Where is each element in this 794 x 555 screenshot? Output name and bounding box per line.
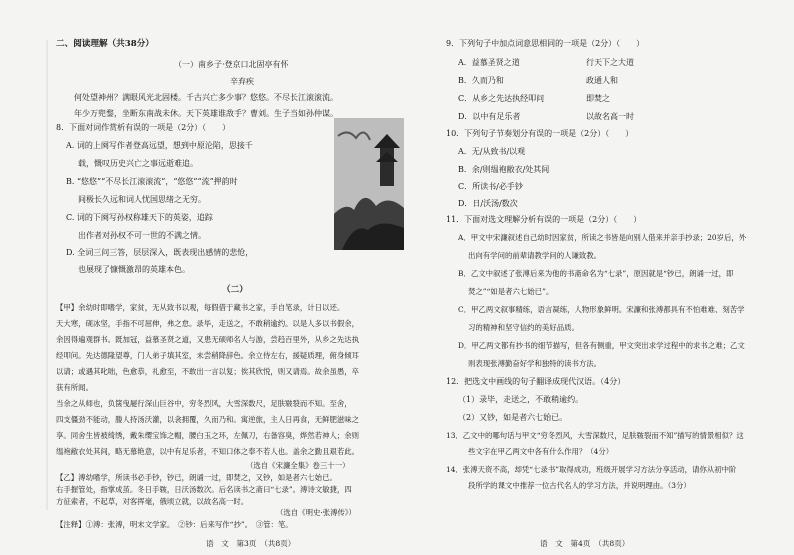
q9-option-d-pair: 以故名高一时 bbox=[586, 112, 634, 121]
q9-option-b-pair: 政通人和 bbox=[586, 76, 618, 85]
passage-yi-line: 方征索者，不起草，对客挥毫，俄顷立就，以故名高一时。 bbox=[56, 497, 249, 506]
passage-jia-line: 获有所闻。 bbox=[56, 383, 93, 392]
question-13-cont: 些文字在甲乙两文中各有什么作用？（4分） bbox=[468, 447, 614, 456]
q11-line: B．乙文中叙述了张溥后来为他的书斋命名为“七录”，原因就是“钞已，朗诵一过，即 bbox=[458, 269, 734, 278]
question-9: 9．下列句子中加点词意思相同的一项是（2分）（ ） bbox=[446, 39, 645, 48]
passage-jia-line: 天大寒，砚冰坚，手指不可屈伸，弗之怠。录毕，走送之，不敢稍逾约。以是人多以书假余， bbox=[56, 319, 360, 328]
q8-option-b-cont: 间极长久远和词人忧国思绪之无穷。 bbox=[78, 195, 206, 204]
q9-option-c: C．从乡之先达执经叩问 bbox=[458, 94, 545, 103]
question-8: 8．下面对词作赏析有误的一项是（2分）（ ） bbox=[56, 123, 231, 132]
q10-option-b: B．余/则缊袍敝衣/处其间 bbox=[458, 165, 550, 174]
passage-jia-source: （选自《宋濂全集》卷三十一） bbox=[246, 461, 350, 470]
q8-option-a: A. 词的上阕写作者登高远望，想到中原沦陷，思接千 bbox=[66, 141, 253, 150]
question-14-cont: 段所学的课文中推荐一位古代名人的学习方法，并说明理由。（3分） bbox=[468, 481, 691, 490]
question-10: 10．下列句子节奏划分有误的一项是（2分）（ ） bbox=[446, 129, 634, 138]
q10-option-c: C．所读书/必手钞 bbox=[458, 182, 523, 191]
question-11: 11．下面对选文理解分析有误的一项是（2分）（ ） bbox=[446, 215, 642, 224]
q9-option-a: A．益慕圣贤之道 bbox=[458, 58, 520, 67]
question-12: 12．把选文中画线的句子翻译成现代汉语。（4分） bbox=[446, 377, 626, 386]
passage-yi-source: （选自《明史·张溥传》） bbox=[276, 508, 356, 517]
q11-line: D．甲乙两文都有抄书的细节描写，但各有侧重，甲文突出求学过程中的求书之难；乙文 bbox=[458, 341, 745, 350]
q12-item-2: （2）又钞，如是者六七始已。 bbox=[458, 413, 568, 422]
q8-option-d: D. 全词三问三答，层层深入，既表现出感情的悲怆， bbox=[66, 248, 254, 257]
page-footer-left: 语 文 第3页 （共8页） bbox=[206, 539, 296, 548]
left-page bbox=[56, 0, 408, 555]
q10-option-d: D．日/沃汤/数次 bbox=[458, 199, 518, 208]
q9-option-b: B．久而乃和 bbox=[458, 76, 504, 85]
section-heading: 二、阅读理解（共38分） bbox=[56, 39, 154, 49]
q11-line: 习的精神和坚守信约的美好品质。 bbox=[468, 323, 579, 332]
passage-yi-line: 右手握管处，指掌成茧。冬日手皲，日沃汤数次。后名读书之斋曰“七录”。溥诗文敏捷，四 bbox=[56, 485, 352, 494]
q11-line: A．甲文中宋濂叙述自己幼时因家贫，所读之书皆是向别人借来并亲手抄录；20岁后，外 bbox=[458, 233, 747, 242]
passage-jia-line: 四支僵劲不能动，媵人持汤沃灌，以衾拥覆，久而乃和。寓逆旅，主人日再食，无鲜肥滋味之 bbox=[56, 415, 360, 424]
q8-option-c: C. 词的下阕写孙权称雄天下的英姿，追踪 bbox=[66, 213, 213, 222]
passage-jia-line: 缊袍敝衣处其间，略无慕艳意，以中有足乐者，不知口体之奉不若人也。盖余之勤且艰若此。 bbox=[56, 447, 360, 456]
q11-line: 焚之”“如是者六七始已”。 bbox=[468, 287, 554, 296]
question-14: 14．张溥天资不高，却凭“七录书”取得成功，班级开展学习方法分享活动，请你从初中阶 bbox=[446, 465, 737, 474]
right-page bbox=[446, 0, 746, 555]
annotations: 【注释】①溥：张溥，明末文学家。 ②钞：后来写作“抄”。 ③管：笔。 bbox=[56, 520, 293, 529]
poem-line-1: 何处望神州？满眼风光北固楼。千古兴亡多少事？悠悠。不尽长江滚滚流。 bbox=[74, 93, 338, 102]
passage-yi-line: 【乙】溥幼嗜学，所读书必手钞，钞已，朗诵一过，即焚之，又钞，如是者六七始已。 bbox=[56, 473, 337, 482]
q12-item-1: （1）录毕，走送之，不敢稍逾约。 bbox=[458, 395, 584, 404]
q9-option-c-pair: 即焚之 bbox=[586, 94, 610, 103]
passage-jia-line: 以请；或遇其叱咄，色愈恭，礼愈至，不敢出一言以复；俟其欣悦，则又请焉。故余虽愚，卒 bbox=[56, 367, 360, 376]
poem-line-2: 年少万兜鍪，坐断东南战未休。天下英雄谁敌手？曹刘。生子当如孙仲谋。 bbox=[74, 109, 338, 118]
q11-line: 则表现张溥勤奋好学和独特的读书方法。 bbox=[468, 359, 602, 368]
binding-margin bbox=[46, 40, 48, 510]
q11-line: 出向有学问的前辈请教学问的人谦致教。 bbox=[468, 251, 602, 260]
q9-option-a-pair: 行天下之大道 bbox=[586, 58, 634, 67]
passage-jia-line: 享。同舍生皆被绮绣，戴朱缨宝饰之帽，腰白玉之环，左佩刀，右备容臭，烨然若神人；余则 bbox=[56, 431, 360, 440]
page-footer-right: 语 文 第4页 （共8页） bbox=[540, 539, 630, 548]
q10-option-a: A．无/从致书/以观 bbox=[458, 147, 526, 156]
passage-jia-line: 【甲】余幼时即嗜学，家贫，无从致书以观，每假借于藏书之家，手自笔录，计日以还。 bbox=[56, 303, 345, 312]
q8-option-d-cont: 也展现了慷慨激昂的英雄本色。 bbox=[78, 265, 190, 274]
poem-author: 辛弃疾 bbox=[230, 77, 254, 86]
q8-option-b: B. “悠悠”“不尽长江滚滚流”，“悠悠”“流”押韵时 bbox=[66, 177, 238, 186]
part-two-heading: （二） bbox=[222, 285, 248, 295]
question-13: 13．乙文中的哪句话与甲文“穷冬烈风，大雪深数尺，足肤皲裂而不知”描写的情景相似？这 bbox=[446, 431, 744, 440]
passage-jia-line: 余因得遍观群书。既加冠，益慕圣贤之道，又患无硕师名人与游，尝趋百里外，从乡之先达执 bbox=[56, 335, 360, 344]
ink-painting-image bbox=[334, 118, 404, 250]
passage-jia-line: 当余之从师也，负箧曳屣行深山巨谷中，穷冬烈风，大雪深数尺，足肤皲裂而不知。至舍， bbox=[56, 399, 352, 408]
poem-title: （一）南乡子·登京口北固亭有怀 bbox=[174, 60, 289, 69]
q8-option-a-cont: 载，慨叹历史兴亡之事远逝难追。 bbox=[78, 159, 198, 168]
q9-option-d: D．以中有足乐者 bbox=[458, 112, 521, 121]
q8-option-c-cont: 出作者对孙权不可一世的不满之情。 bbox=[78, 231, 206, 240]
passage-jia-line: 经叩问。先达德隆望尊，门人弟子填其室，未尝稍降辞色。余立侍左右，援疑质理，俯身倾耳 bbox=[56, 351, 360, 360]
q11-line: C．甲乙两文叙事精练，语言凝练，人物形象鲜明。宋濂和张溥都具有不怕难难、刻苦学 bbox=[458, 305, 745, 314]
